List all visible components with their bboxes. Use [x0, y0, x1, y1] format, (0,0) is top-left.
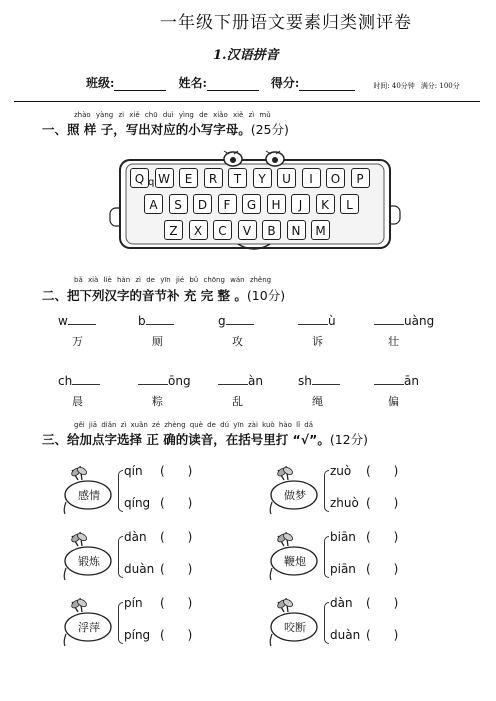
choice-option	[124, 496, 192, 510]
choice-pinyin: pín	[124, 596, 143, 610]
syllable-item	[58, 373, 100, 409]
key-b: B	[262, 220, 281, 240]
section2-score: (10分)	[246, 288, 286, 303]
key-d: D	[193, 194, 212, 214]
syllable-blank-row	[58, 313, 96, 328]
reading-choice-group	[62, 594, 222, 654]
key-v: V	[238, 220, 257, 240]
syllable-character: 偏	[388, 395, 401, 408]
choice-word: 锻炼	[78, 555, 100, 568]
key-t: T	[228, 168, 247, 188]
key-r: R	[204, 168, 223, 188]
page-title: 一年级下册语文要素归类测评卷	[160, 13, 412, 33]
syllable-answer-blank[interactable]	[298, 313, 328, 325]
choice-option	[330, 628, 398, 642]
syllable-given-final: ōng	[168, 374, 191, 388]
key-s: S	[169, 194, 188, 214]
syllable-given-initial: ch	[58, 374, 73, 388]
score-label: 得分:	[270, 76, 300, 90]
choice-pinyin: duàn	[330, 628, 361, 642]
key-u: U	[277, 168, 296, 188]
time-text: 时间: 40分钟	[373, 82, 415, 90]
syllable-item	[298, 373, 340, 409]
syllable-character: 攻	[232, 335, 245, 348]
choice-word: 浮萍	[78, 621, 100, 634]
syllable-blank-row	[58, 373, 100, 388]
answer-parentheses[interactable]: ( )	[160, 562, 193, 576]
syllable-blank-row	[138, 313, 174, 328]
answer-parentheses[interactable]: ( )	[160, 464, 193, 478]
key-o: O	[326, 168, 345, 188]
choice-option	[330, 464, 398, 478]
reading-choice-group	[62, 528, 222, 588]
section1-heading	[42, 120, 289, 138]
class-label: 班级:	[86, 76, 115, 90]
example-lowercase: q	[148, 177, 155, 188]
answer-parentheses[interactable]: ( )	[160, 496, 193, 510]
syllable-blank-row	[374, 313, 434, 328]
answer-parentheses[interactable]: ( )	[160, 628, 193, 642]
reading-choice-group	[268, 462, 428, 522]
answer-parentheses[interactable]: ( )	[366, 628, 399, 642]
answer-parentheses[interactable]: ( )	[160, 530, 193, 544]
syllable-answer-blank[interactable]	[68, 313, 96, 325]
syllable-answer-blank[interactable]	[374, 313, 404, 325]
syllable-answer-blank[interactable]	[374, 373, 404, 385]
syllable-answer-blank[interactable]	[146, 313, 174, 325]
answer-parentheses[interactable]: ( )	[366, 562, 399, 576]
section1-pinyin: zhào yàng zi xiě chū duì yìng de xiǎo xiě zì mǔ	[74, 111, 271, 119]
reading-choice-group	[62, 462, 222, 522]
choice-pinyin: biān	[330, 530, 356, 544]
choice-word: 鞭炮	[284, 555, 306, 568]
syllable-given-initial: b	[138, 314, 146, 328]
key-g: G	[242, 194, 261, 214]
section3-title: 三、给加点字选择 正 确的读音，在括号里打 “√”。	[42, 432, 330, 447]
choice-word: 做梦	[284, 489, 306, 502]
syllable-given-final: uàng	[404, 314, 435, 328]
syllable-character: 万	[72, 335, 85, 348]
key-m: M	[311, 220, 330, 240]
key-c: C	[213, 220, 232, 240]
choice-pinyin: qín	[124, 464, 143, 478]
answer-parentheses[interactable]: ( )	[160, 596, 193, 610]
choice-word: 感情	[78, 489, 100, 502]
header-divider	[14, 101, 480, 102]
choice-pinyin: qíng	[124, 496, 151, 510]
section2-pinyin: bǎ xià liè hàn zì de yīn jié bǔ chōng wán zhěng	[74, 276, 272, 284]
section2-heading	[42, 286, 285, 304]
syllable-item	[374, 313, 434, 349]
syllable-answer-blank[interactable]	[226, 313, 254, 325]
syllable-character: 晨	[72, 395, 85, 408]
choice-brace	[324, 602, 329, 644]
choice-option	[330, 562, 398, 576]
choice-pinyin: piān	[330, 562, 356, 576]
keyboard-illustration	[108, 150, 404, 262]
choice-option	[124, 596, 192, 610]
key-h: H	[267, 194, 286, 214]
choice-pinyin: duàn	[124, 562, 155, 576]
class-field[interactable]	[114, 78, 166, 91]
section1-score: (25分)	[250, 122, 289, 137]
key-z: Z	[164, 220, 183, 240]
choice-brace	[324, 536, 329, 578]
syllable-blank-row	[218, 313, 254, 328]
choice-brace	[118, 602, 123, 644]
syllable-given-final: ù	[328, 314, 336, 328]
syllable-item	[298, 313, 336, 349]
section2-title: 二、把下列汉字的音节补 充 完 整 。	[42, 288, 247, 303]
syllable-character: 厕	[152, 335, 165, 348]
score-field[interactable]	[299, 78, 355, 91]
reading-choice-group	[268, 528, 428, 588]
syllable-blank-row	[298, 313, 336, 328]
choice-option	[124, 464, 192, 478]
choice-option	[124, 530, 192, 544]
key-w: W	[155, 168, 174, 188]
choice-pinyin: zuò	[330, 464, 352, 478]
syllable-answer-blank[interactable]	[312, 373, 340, 385]
section3-heading	[42, 430, 368, 448]
syllable-answer-blank[interactable]	[218, 373, 248, 385]
name-label: 姓名:	[178, 76, 207, 90]
key-l: L	[340, 194, 359, 214]
choice-option	[330, 596, 398, 610]
choice-brace	[118, 470, 123, 512]
syllable-character: 粽	[152, 395, 165, 408]
section3-pinyin: gěi jiā diǎn zì xuǎn zé zhèng què de dú yīn zài kuò hào lǐ dǎ	[74, 421, 314, 429]
key-e: E	[179, 168, 198, 188]
choice-option	[124, 628, 192, 642]
choice-option	[330, 496, 398, 510]
key-k: K	[316, 194, 335, 214]
syllable-character: 绳	[312, 395, 325, 408]
section1-title: 一、照 样 子，写出对应的小写字母。	[42, 122, 251, 137]
syllable-blank-row	[298, 373, 340, 388]
syllable-blank-row	[218, 373, 263, 388]
syllable-character: 壮	[388, 335, 401, 348]
key-i: I	[302, 168, 321, 188]
answer-parentheses[interactable]: ( )	[366, 530, 399, 544]
syllable-item	[218, 313, 254, 349]
key-y: Y	[253, 168, 272, 188]
key-j: J	[291, 194, 310, 214]
syllable-answer-blank[interactable]	[138, 373, 168, 385]
full-score-text: 满分: 100分	[420, 82, 460, 90]
key-x: X	[189, 220, 208, 240]
syllable-item	[218, 373, 263, 409]
syllable-item	[138, 313, 174, 349]
name-field[interactable]	[207, 78, 259, 91]
choice-word: 咬断	[284, 621, 306, 634]
choice-pinyin: dàn	[124, 530, 147, 544]
reading-choice-group	[268, 594, 428, 654]
syllable-answer-blank[interactable]	[72, 373, 100, 385]
choice-option	[124, 562, 192, 576]
syllable-item	[138, 373, 191, 409]
answer-parentheses[interactable]: ( )	[366, 596, 399, 610]
syllable-item	[58, 313, 96, 349]
answer-parentheses[interactable]: ( )	[366, 464, 399, 478]
page-subtitle: 1.汉语拼音	[213, 48, 279, 63]
syllable-blank-row	[138, 373, 191, 388]
choice-brace	[324, 470, 329, 512]
student-info-row	[86, 74, 466, 91]
syllable-character: 乱	[232, 395, 245, 408]
key-n: N	[287, 220, 306, 240]
choice-brace	[118, 536, 123, 578]
key-a: A	[144, 194, 163, 214]
choice-pinyin: píng	[124, 628, 151, 642]
answer-parentheses[interactable]: ( )	[366, 496, 399, 510]
syllable-item	[374, 373, 419, 409]
choice-option	[330, 530, 398, 544]
key-f: F	[218, 194, 237, 214]
syllable-given-initial: w	[58, 314, 68, 328]
syllable-given-final: ān	[404, 374, 419, 388]
syllable-character: 诉	[312, 335, 325, 348]
syllable-given-initial: sh	[298, 374, 312, 388]
key-q: Q	[130, 168, 149, 188]
syllable-blank-row	[374, 373, 419, 388]
syllable-given-initial: g	[218, 314, 226, 328]
key-p: P	[351, 168, 370, 188]
section3-score: (12分)	[329, 432, 368, 447]
syllable-given-final: àn	[248, 374, 263, 388]
choice-pinyin: zhuò	[330, 496, 359, 510]
choice-pinyin: dàn	[330, 596, 353, 610]
